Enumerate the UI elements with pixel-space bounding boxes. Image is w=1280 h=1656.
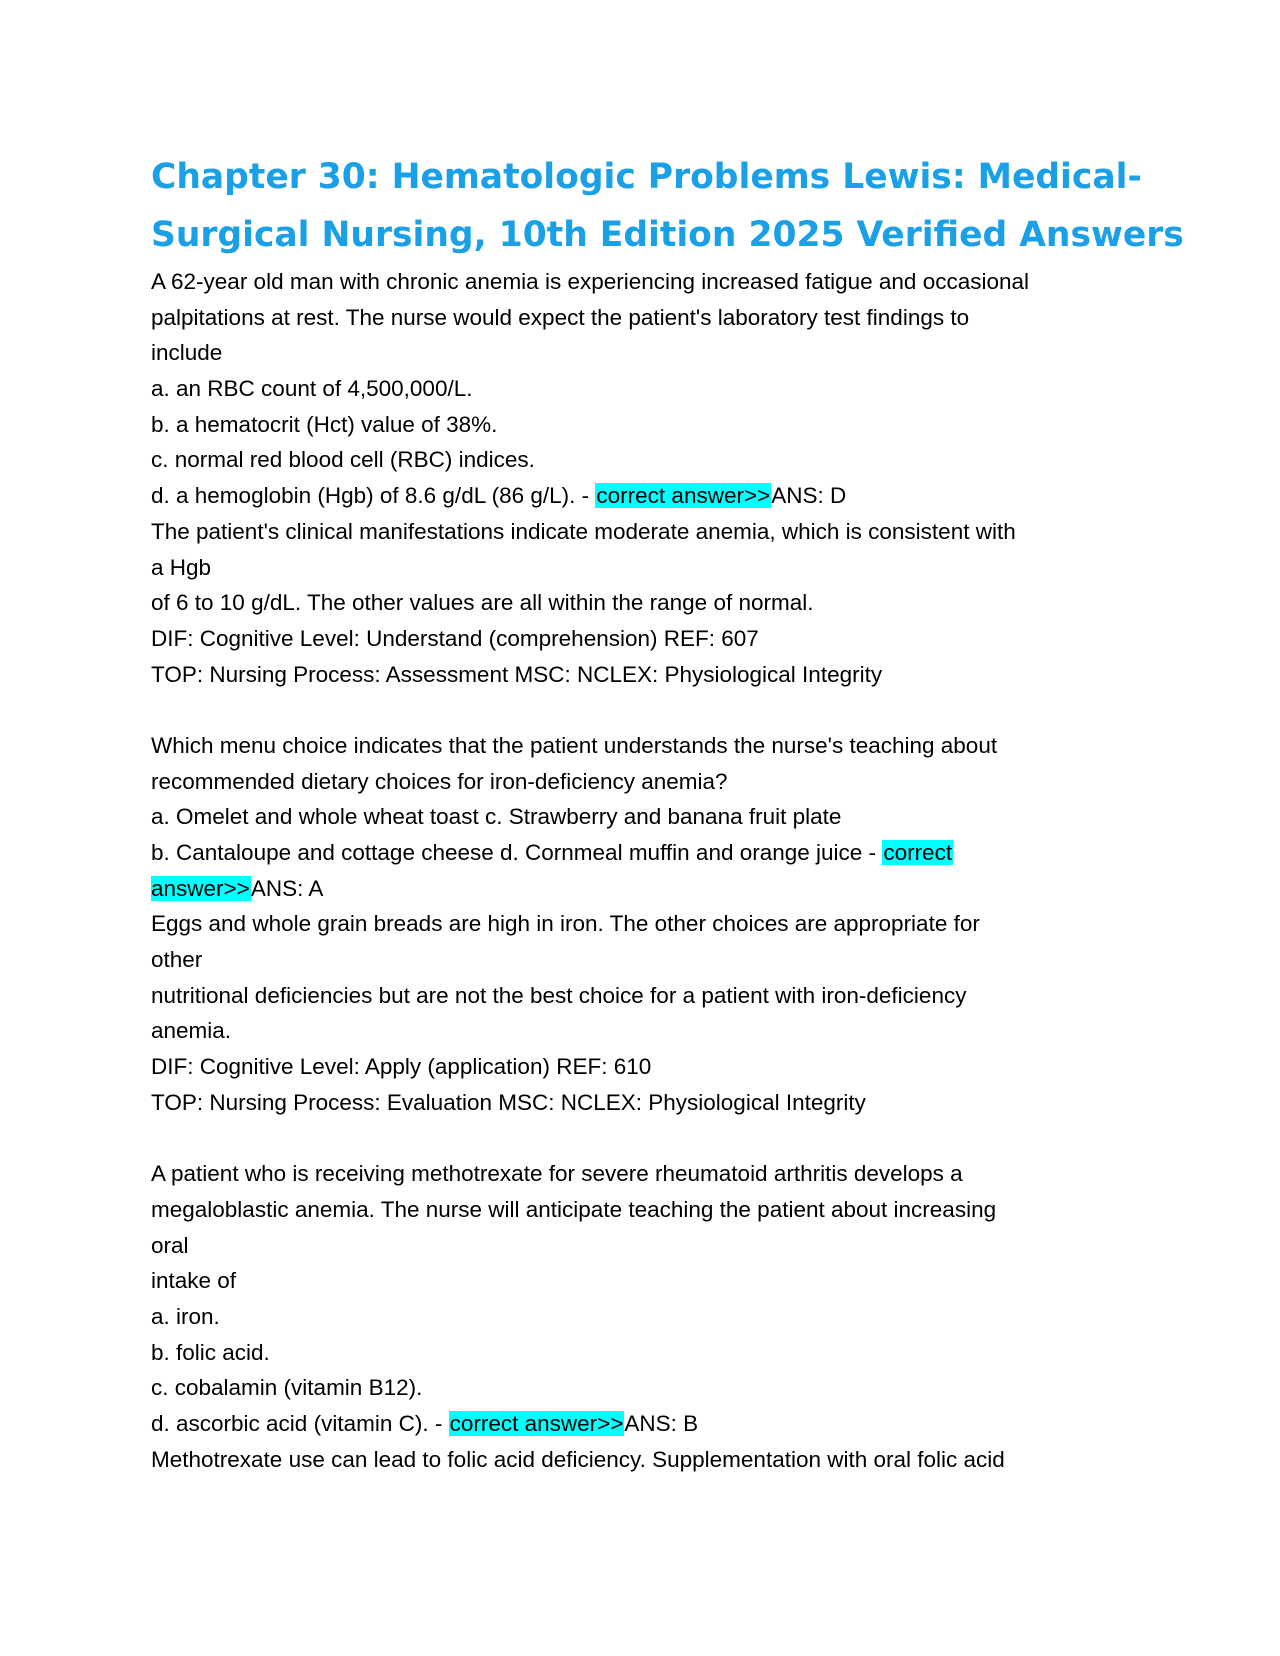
answer-highlight: answer>> [151, 875, 250, 901]
question-stem-line: megaloblastic anemia. The nurse will anticipate teaching the patient about increasing [151, 1196, 997, 1222]
rationale-line: The patient's clinical manifestations indicate moderate anemia, which is consistent with [151, 518, 1016, 544]
difficulty-line: DIF: Cognitive Level: Apply (application) REF: 610 [151, 1054, 652, 1080]
question-stem-line: include [151, 340, 223, 366]
spacer [151, 692, 1161, 728]
spacer [151, 1121, 1161, 1157]
title-line: Chapter 30: Hematologic Problems Lewis: Medical- [151, 157, 1142, 197]
question-2 [151, 728, 1161, 1121]
question-stem-line: palpitations at rest. The nurse would expect the patient's laboratory test findings to [151, 304, 970, 330]
option-b-d [151, 835, 1161, 871]
option-b: b. folic acid. [151, 1339, 270, 1365]
question-3 [151, 1156, 1161, 1477]
rationale-line: Methotrexate use can lead to folic acid deficiency. Supplementation with oral folic acid [151, 1446, 1005, 1472]
option-d [151, 1406, 1161, 1442]
rationale-line: Eggs and whole grain breads are high in iron. The other choices are appropriate for [151, 911, 980, 937]
option-a: a. an RBC count of 4,500,000/L. [151, 376, 473, 402]
question-stem-line: A patient who is receiving methotrexate for severe rheumatoid arthritis develops a [151, 1161, 963, 1187]
option-a: a. iron. [151, 1303, 220, 1329]
answer-highlight: correct answer>> [449, 1411, 624, 1436]
topic-line: TOP: Nursing Process: Assessment MSC: NCLEX: Physiological Integrity [151, 661, 883, 687]
question-1 [151, 264, 1161, 692]
difficulty-line: DIF: Cognitive Level: Understand (comprehension) REF: 607 [151, 625, 759, 651]
rationale-line: a Hgb [151, 554, 212, 580]
answer-key: ANS: D [771, 483, 847, 509]
option-d [151, 478, 1161, 514]
option-d-text: d. ascorbic acid (vitamin C). - [151, 1411, 449, 1436]
answer-highlight: correct [883, 840, 953, 865]
page-title [151, 148, 1184, 264]
topic-line: TOP: Nursing Process: Evaluation MSC: NCLEX: Physiological Integrity [151, 1089, 866, 1115]
answer-highlight: correct answer>> [596, 483, 771, 509]
title-line: Surgical Nursing, 10th Edition 2025 Verified Answers [151, 215, 1184, 255]
question-stem-line: Which menu choice indicates that the patient understands the nurse's teaching about [151, 732, 998, 758]
question-stem-line: A 62-year old man with chronic anemia is experiencing increased fatigue and occasional [151, 269, 1030, 294]
rationale-line: nutritional deficiencies but are not the best choice for a patient with iron-deficiency [151, 982, 967, 1008]
option-c: c. cobalamin (vitamin B12). [151, 1375, 423, 1401]
question-stem-line: recommended dietary choices for iron-deficiency anemia? [151, 768, 728, 794]
option-b: b. a hematocrit (Hct) value of 38%. [151, 411, 498, 437]
question-stem-line: oral [151, 1232, 189, 1258]
answer-key: ANS: A [250, 875, 324, 901]
rationale-line: of 6 to 10 g/dL. The other values are all within the range of normal. [151, 590, 814, 616]
option-c: c. normal red blood cell (RBC) indices. [151, 447, 535, 473]
answer-key: ANS: B [624, 1411, 699, 1436]
answer-line [151, 871, 1161, 907]
rationale-line: other [151, 947, 203, 973]
document-page [151, 148, 1184, 1477]
option-a-c: a. Omelet and whole wheat toast c. Strawberry and banana fruit plate [151, 804, 842, 830]
question-stem-line: intake of [151, 1268, 237, 1294]
rationale-line: anemia. [151, 1018, 232, 1044]
option-b-d-text: b. Cantaloupe and cottage cheese d. Cornmeal muffin and orange juice - [151, 840, 883, 865]
option-d-text: d. a hemoglobin (Hgb) of 8.6 g/dL (86 g/L). - [151, 483, 596, 509]
